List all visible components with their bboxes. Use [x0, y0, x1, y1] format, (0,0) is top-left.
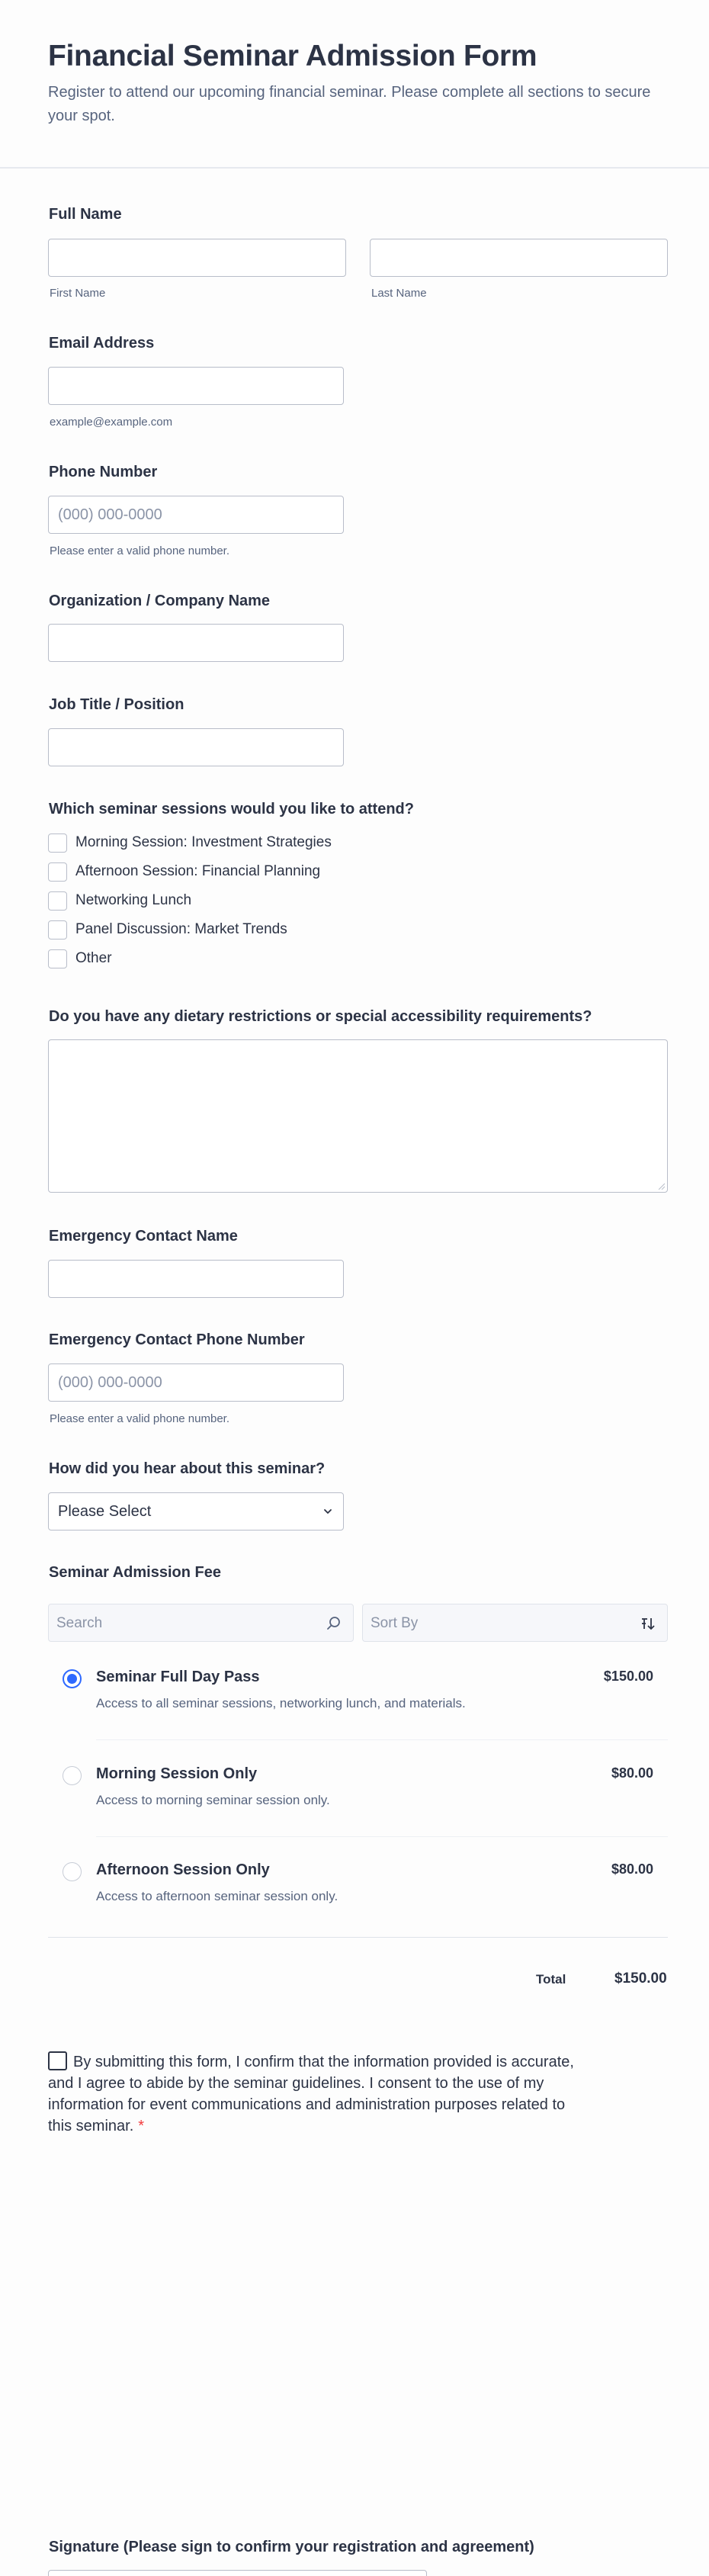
checkbox[interactable] [48, 862, 67, 882]
sort-placeholder: Sort By [371, 1615, 419, 1631]
product-name: Seminar Full Day Pass [96, 1669, 260, 1685]
form-title: Financial Seminar Admission Form [48, 40, 537, 72]
email-input[interactable] [48, 367, 344, 405]
product-radio[interactable] [63, 1669, 82, 1688]
product-divider [96, 1836, 668, 1837]
sort-icon [640, 1615, 656, 1632]
required-marker: * [138, 2118, 145, 2134]
session-option-label: Morning Session: Investment Strategies [75, 834, 332, 850]
product-price: $80.00 [611, 1861, 653, 1877]
chevron-down-icon [322, 1505, 334, 1518]
organization-label: Organization / Company Name [49, 593, 271, 609]
product-description: Access to all seminar sessions, networking lunch, and materials. [96, 1696, 466, 1710]
emergency-phone-input[interactable] [48, 1363, 344, 1402]
total-value: $150.00 [614, 1971, 667, 1987]
first-name-sublabel: First Name [50, 287, 106, 300]
email-label: Email Address [49, 335, 155, 352]
total-divider [48, 1937, 668, 1938]
product-radio[interactable] [63, 1862, 82, 1881]
search-icon [326, 1615, 342, 1632]
signature-label: Signature (Please sign to confirm your registration and agreement) [49, 2539, 534, 2555]
emergency-phone-sublabel: Please enter a valid phone number. [50, 1412, 229, 1425]
emergency-name-input[interactable] [48, 1260, 344, 1298]
search-placeholder: Search [56, 1615, 103, 1631]
dietary-textarea[interactable] [48, 1039, 668, 1193]
checkbox[interactable] [48, 949, 67, 968]
job-title-input[interactable] [48, 728, 344, 766]
checkbox[interactable] [48, 920, 67, 940]
emergency-phone-label: Emergency Contact Phone Number [49, 1331, 305, 1348]
product-name: Morning Session Only [96, 1765, 258, 1782]
last-name-input[interactable] [370, 239, 668, 277]
referral-label: How did you hear about this seminar? [49, 1460, 326, 1477]
job-title-label: Job Title / Position [49, 696, 184, 713]
dietary-label: Do you have any dietary restrictions or special accessibility requirements? [49, 1008, 592, 1025]
resize-grip-icon[interactable] [657, 1182, 665, 1190]
email-sublabel: example@example.com [50, 416, 173, 429]
last-name-sublabel: Last Name [371, 287, 427, 300]
form-header [0, 0, 709, 169]
session-option-label: Networking Lunch [75, 892, 192, 908]
session-option[interactable] [48, 861, 320, 882]
product-item[interactable] [48, 1858, 668, 1926]
product-description: Access to afternoon seminar session only. [96, 1889, 338, 1903]
product-sort-select[interactable] [362, 1604, 668, 1642]
product-item[interactable] [48, 1762, 668, 1838]
checkbox[interactable] [48, 891, 67, 911]
total-label: Total [536, 1972, 566, 1987]
checkbox[interactable] [48, 834, 67, 853]
referral-select[interactable] [48, 1492, 344, 1531]
signature-pad[interactable] [48, 2570, 427, 2576]
session-option-label: Other [75, 950, 112, 966]
referral-selected-value: Please Select [58, 1503, 152, 1520]
product-divider [96, 1739, 668, 1740]
full-name-label: Full Name [49, 206, 122, 223]
product-name: Afternoon Session Only [96, 1861, 270, 1878]
session-option-label: Panel Discussion: Market Trends [75, 921, 287, 937]
session-option[interactable] [48, 948, 112, 969]
fee-label: Seminar Admission Fee [49, 1564, 221, 1581]
sessions-label: Which seminar sessions would you like to attend? [49, 801, 414, 817]
product-price: $80.00 [611, 1765, 653, 1781]
phone-input[interactable] [48, 496, 344, 534]
session-option-label: Afternoon Session: Financial Planning [75, 863, 321, 879]
consent-checkbox[interactable] [48, 2051, 67, 2070]
consent-text: By submitting this form, I confirm that the information provided is accurate, and I agree to abide by the seminar guidelines. I consent to the use of my information for event communications and administration purposes related to this seminar. [48, 2054, 574, 2134]
product-description: Access to morning seminar session only. [96, 1793, 330, 1807]
emergency-name-label: Emergency Contact Name [49, 1228, 238, 1245]
product-price: $150.00 [603, 1669, 653, 1684]
session-option[interactable] [48, 890, 191, 911]
consent-field [48, 2051, 582, 2137]
form-subtitle: Register to attend our upcoming financial seminar. Please complete all sections to secure your spot. [48, 84, 651, 124]
product-radio[interactable] [63, 1766, 82, 1785]
product-search-input[interactable] [48, 1604, 354, 1642]
phone-sublabel: Please enter a valid phone number. [50, 544, 229, 557]
session-option[interactable] [48, 919, 287, 940]
session-option[interactable] [48, 832, 332, 853]
first-name-input[interactable] [48, 239, 346, 277]
organization-input[interactable] [48, 624, 344, 662]
phone-label: Phone Number [49, 464, 158, 480]
product-item[interactable] [48, 1665, 668, 1741]
